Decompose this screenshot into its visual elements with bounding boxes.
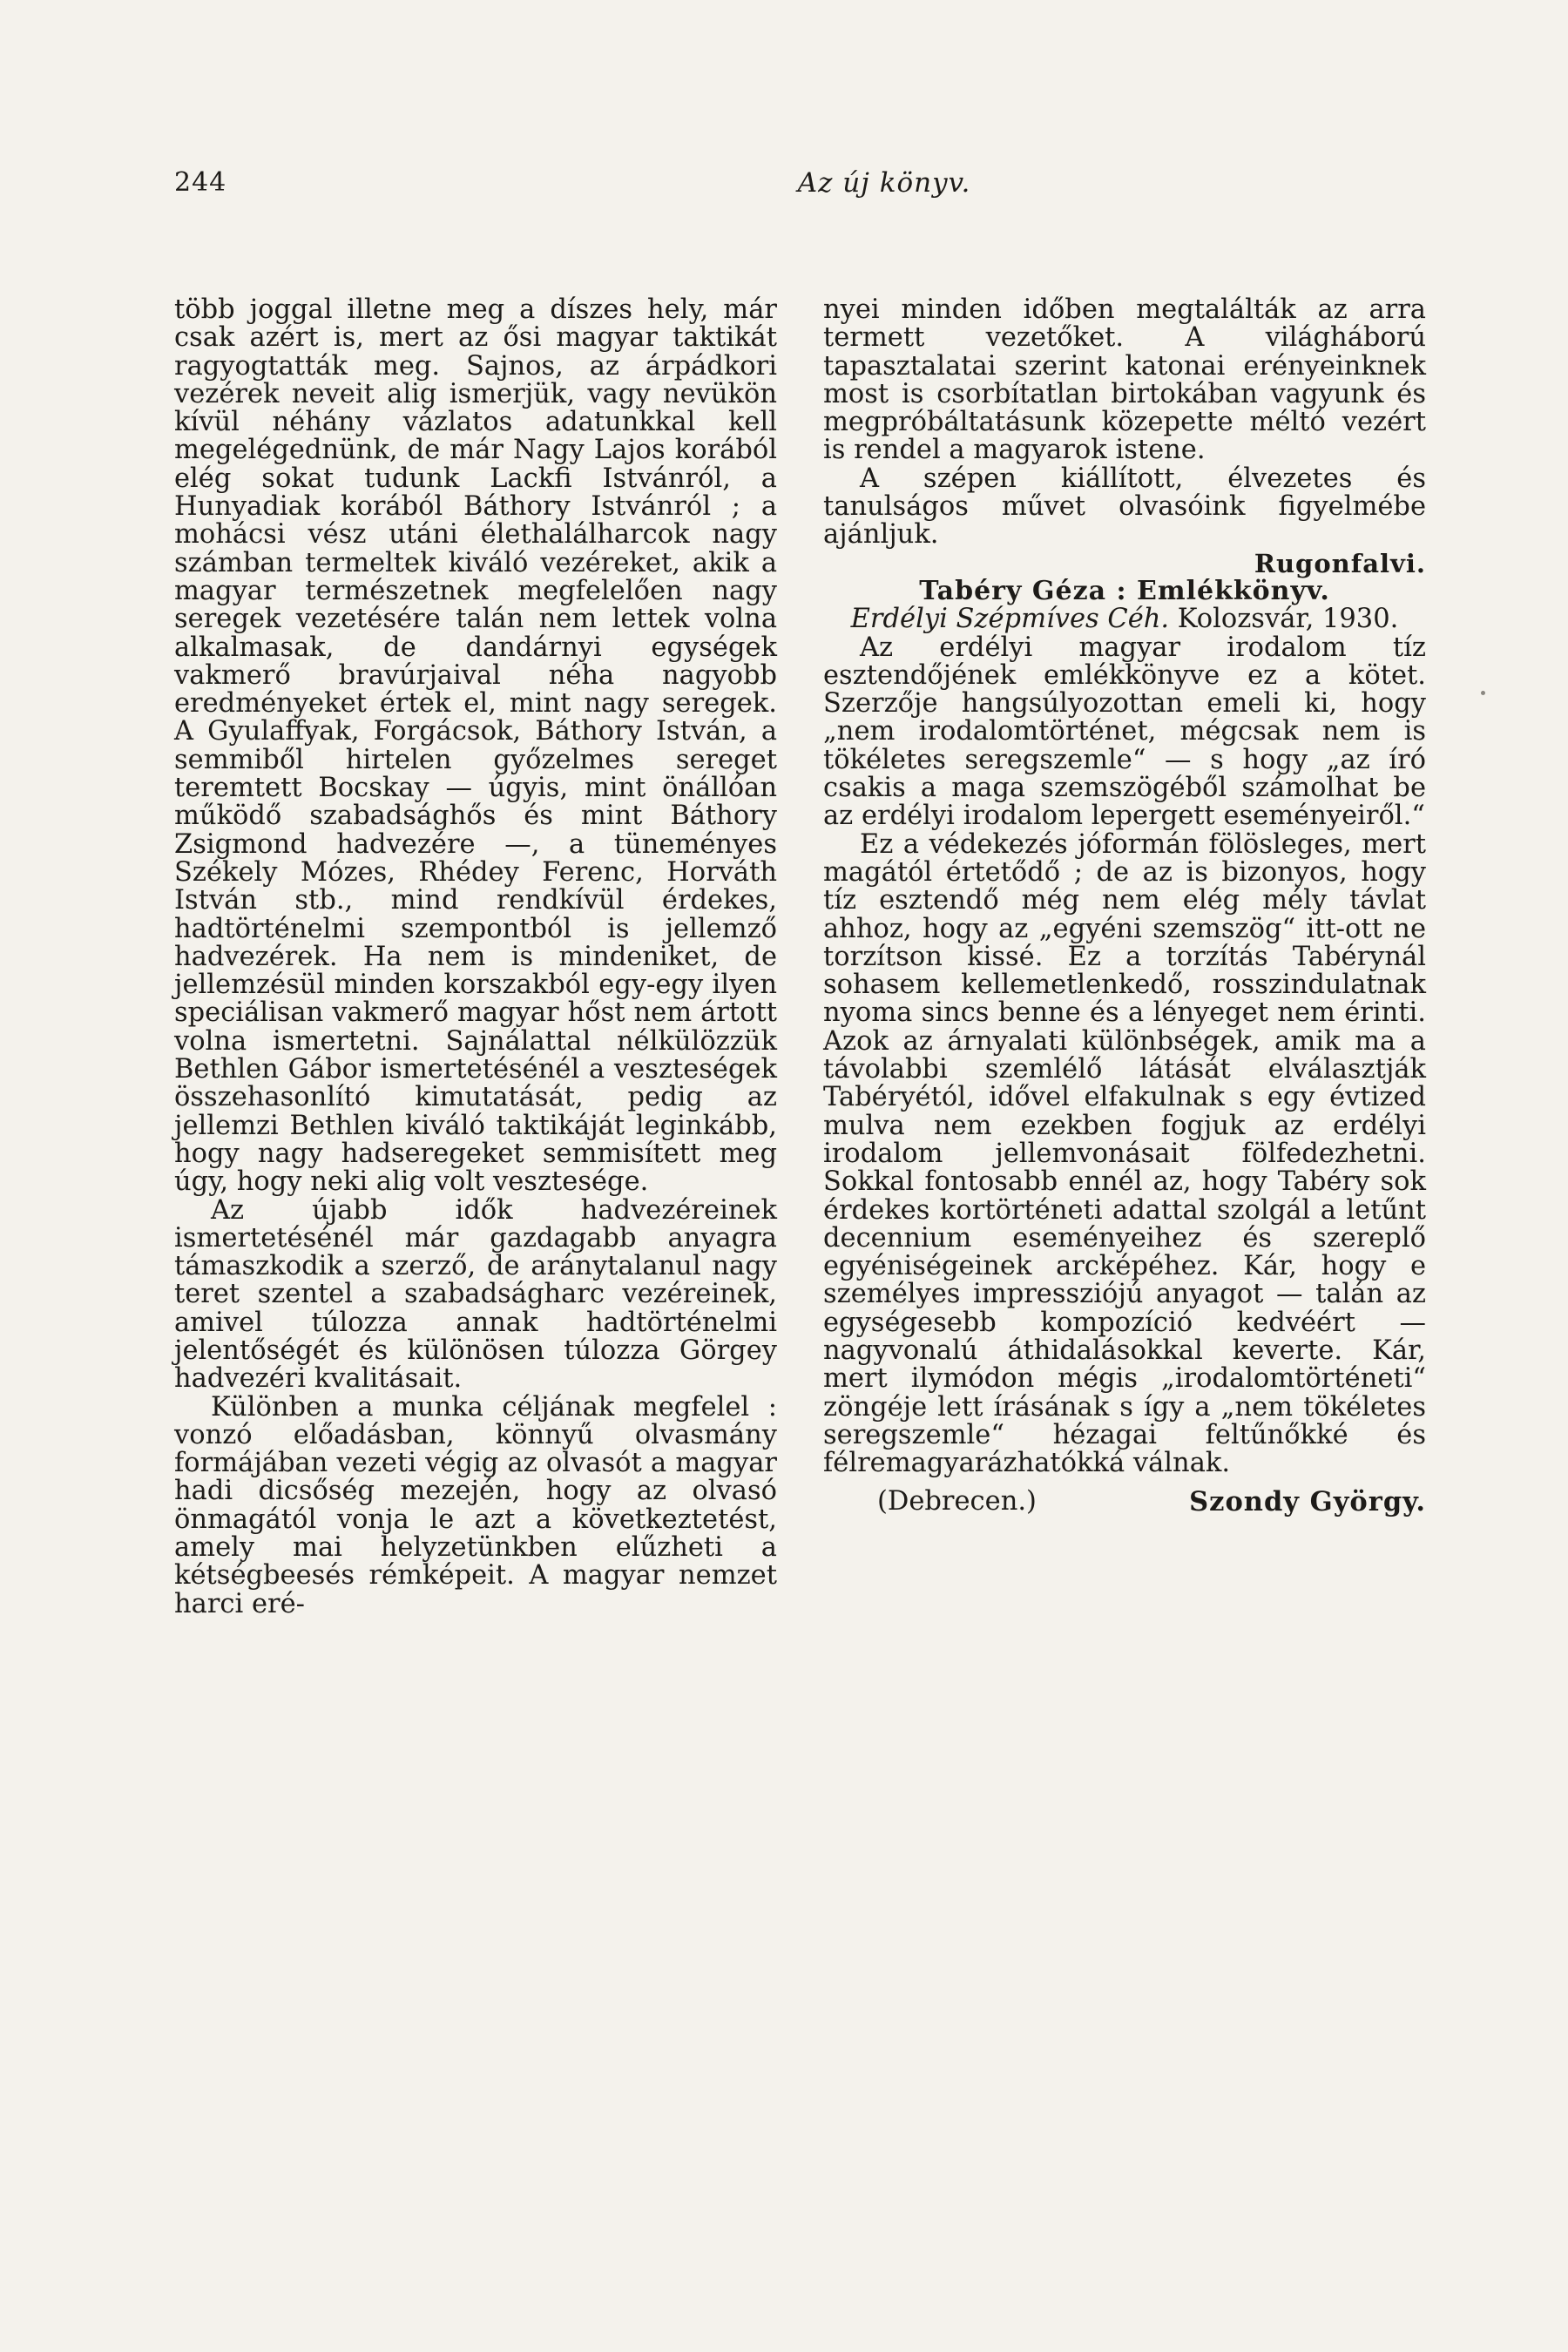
margin-speck xyxy=(1481,691,1485,695)
closing-line xyxy=(823,1488,1426,1516)
right-paragraph-2: A szépen kiállított, élvezetes és tanulságos művet olvasóink figyelmébe ajánljuk. xyxy=(823,463,1426,551)
right-paragraph-1: nyei minden időben megtalálták az arra termett vezetőket. A világháború tapasztalatai szerint katonai erényeinknek most is csorbítatlan birtokában vagyunk és megpróbáltatásunk közepette méltó vezért is rendel a magyarok istene. xyxy=(823,294,1426,466)
closing-place: (Debrecen.) xyxy=(877,1486,1037,1517)
right-column xyxy=(823,296,1426,1517)
left-paragraph-3: Különben a munka céljának megfelel : vonzó előadásban, könnyű olvasmány formájában vezeti végig az olvasót a magyar hadi dicsőség mezején, hogy az olvasó önmagától vonja le azt a következtetést, amely mai helyzetünkben elűzheti a kétségbeesés rémképeit. A magyar nemzet harci eré- xyxy=(174,1391,777,1619)
publication-line xyxy=(823,605,1426,633)
left-paragraph-2: Az újabb idők hadvezéreinek ismertetésénél már gazdagabb anyagra támaszkodik a szerző, de aránytalanul nagy teret szentel a szabadságharc vezéreinek, amivel túlozza annak hadtörténelmi jelentőségét és különösen túlozza Görgey hadvezéri kvalitásait. xyxy=(174,1194,777,1395)
closing-author: Szondy György. xyxy=(1189,1486,1426,1518)
publication-place-year: Kolozsvár, 1930. xyxy=(1177,604,1399,635)
right-paragraph-3: Az erdélyi magyar irodalom tíz esztendőjének emlékkönyve ez a kötet. Szerzője hangsúlyozottan emeli ki, hogy „nem irodalomtörténet, mégcsak nem is tökéletes seregszemle“ — s hogy „az író csakis a maga szemszögéből számolhat be az erdélyi irodalom lepergett eseményeiről.“ xyxy=(823,632,1426,832)
left-paragraph-1: több joggal illetne meg a díszes hely, már csak azért is, mert az ősi magyar taktikát ragyogtatták meg. Sajnos, az árpádkori vezérek neveit alig ismerjük, vagy nevükön kívül néhány vázlatos adatunkkal kell megelégednünk, de már Nagy Lajos korából elég sokat tudunk Lackfi Istvánról, a Hunyadiak korából Báthory Istvánról ; a mohácsi vész utáni élethalálharcok nagy számban termeltek kiváló vezéreket, akik a magyar természetnek megfelelően nagy seregek vezetésére talán nem lettek volna alkalmasak, de dandárnyi egységek vakmerő bravúrjaival néha nagyobb eredményeket értek el, mint nagy seregek. A Gyulaffyak, Forgácsok, Báthory István, a semmiből hirtelen győzelmes sereget teremtett Bocskay — úgyis, mint önállóan működő szabadsághős és mint Báthory Zsigmond hadvezére —, a tüneményes Székely Mózes, Rhédey Ferenc, Horváth István stb., mind rendkívül érdekes, hadtörténelmi szempontból is jellemző hadvezérek. Ha nem is mindeniket, de jellemzésül minden korszakból egy-egy ilyen speciálisan vakmerő magyar hőst nem ártott volna ismertetni. Sajnálattal nélkülözzük Bethlen Gábor ismertetésénél a veszteségek összehasonlító kimutatását, pedig az jellemzi Bethlen kiváló taktikáját leginkább, hogy nagy hadseregeket semmisített meg úgy, hogy neki alig volt vesztesége. xyxy=(174,294,777,1198)
publisher-name: Erdélyi Szépmíves Céh. xyxy=(850,604,1170,635)
right-paragraph-4: Ez a védekezés jóformán fölösleges, mert magától értetődő ; de az is bizonyos, hogy tíz esztendő még nem elég mély távlat ahhoz, hogy az „egyéni szemszög“ itt-ott ne torzítson kissé. Ez a torzítás Tabérynál sohasem kellemetlenkedő, rosszindulatnak nyoma sincs benne és a lényeget nem érinti. Azok az árnyalati különbségek, amik ma a távolabbi szemlélő látását elválasztják Tabéryétól, idővel elfakulnak s egy évtized mulva nem ezekben fogjuk az erdélyi irodalom jellemvonásait fölfedezhetni. Sokkal fontosabb ennél az, hogy Tabéry sok érdekes kortörténeti adattal szolgál a letűnt decennium eseményeihez és szereplő egyéniségeinek arcképéhez. Kár, hogy e személyes impressziójú anyagot — talán az egységesebb kompozíció kedvéért — nagyvonalú áthidalásokkal keverte. Kár, mert ilymódon mégis „irodalomtörténeti“ zöngéje lett írásának s így a „nem tökéletes seregszemle“ hézagai feltűnőkké és félremagyarázhatókká válnak. xyxy=(823,828,1426,1479)
running-title: Az új könyv. xyxy=(797,167,971,199)
page-number: 244 xyxy=(174,167,227,198)
page-header xyxy=(174,167,1420,211)
reviewer-signature-rugonfalvi: Rugonfalvi. xyxy=(1254,548,1426,578)
review-title: Tabéry Géza : Emlékkönyv. xyxy=(919,575,1330,606)
left-column xyxy=(174,296,777,1619)
